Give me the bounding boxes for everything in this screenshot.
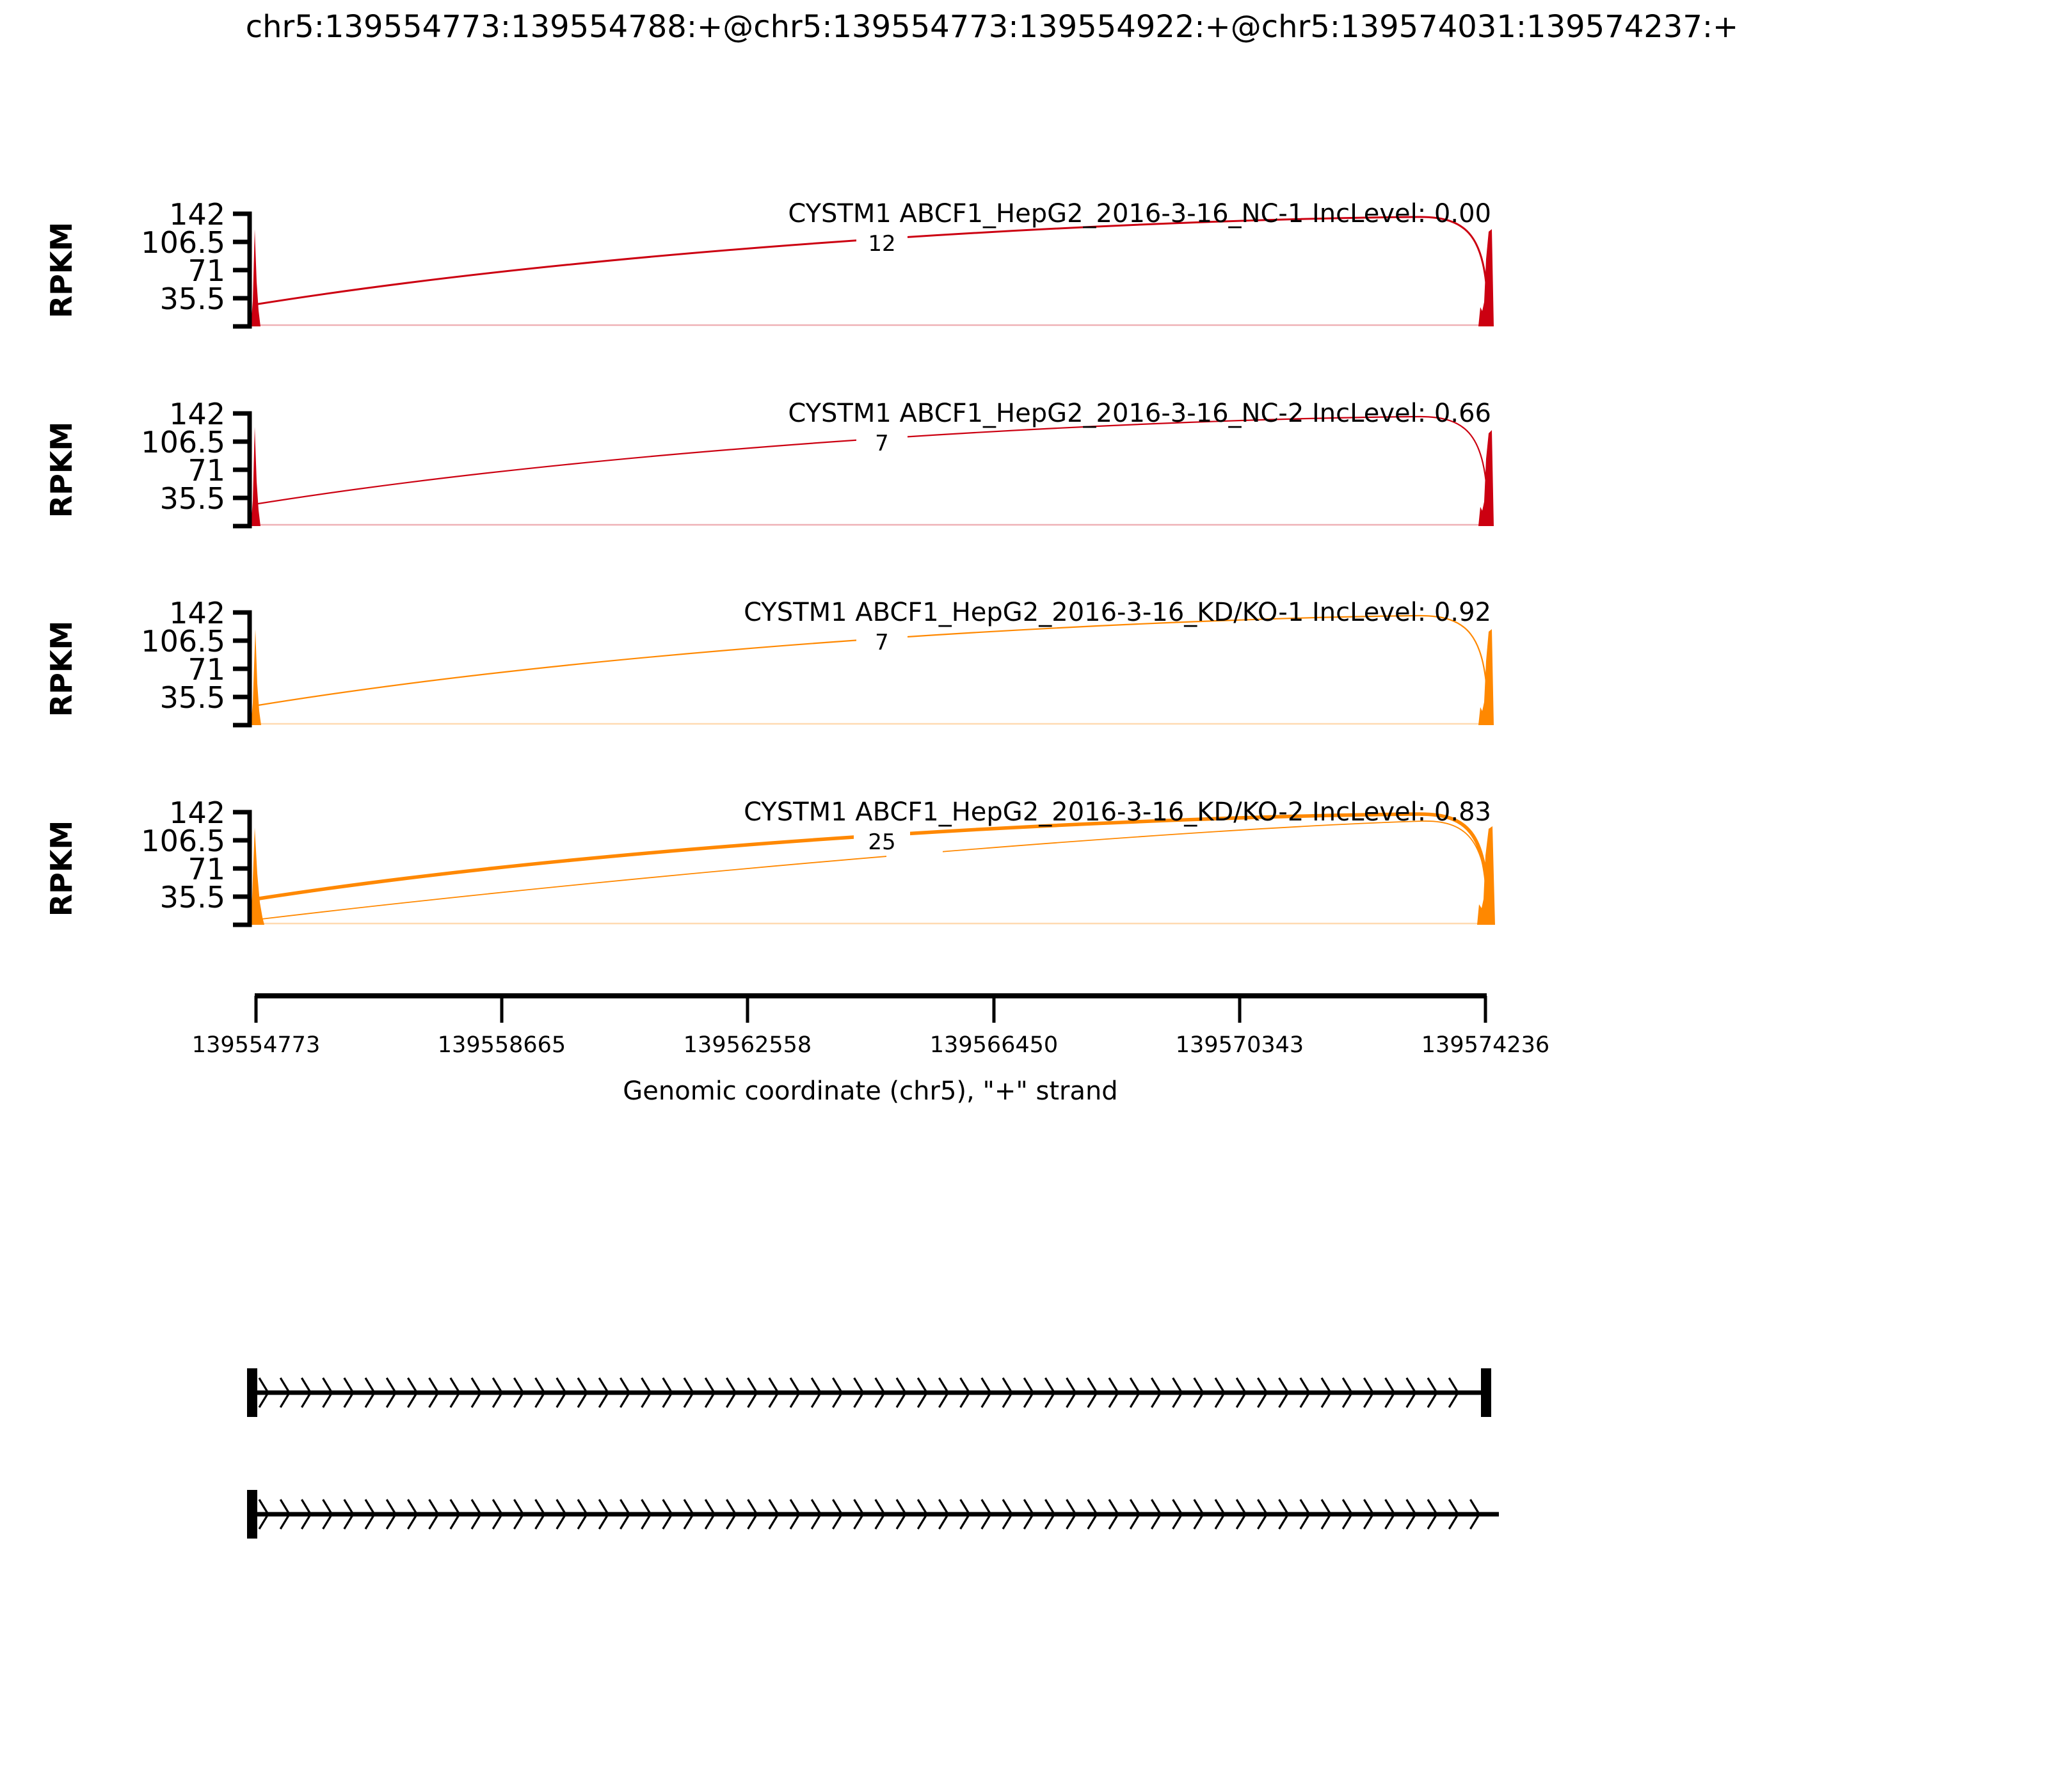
x-tick-0: 139554773 <box>191 1032 321 1058</box>
y-tick-142: 142 <box>169 796 225 830</box>
junction-read-count: 7 <box>875 431 889 456</box>
junction-read-count: 7 <box>875 630 889 655</box>
x-tick-1: 139558665 <box>437 1032 566 1058</box>
junction-read-count: 25 <box>868 829 896 855</box>
y-tick-35-5: 35.5 <box>159 481 225 516</box>
track-title: CYSTM1 ABCF1_HepG2_2016-3-16_NC-1 IncLevel: 0.00 <box>788 199 1491 228</box>
exon-box-left <box>247 1368 257 1417</box>
y-axis-label: RPKM <box>44 620 79 717</box>
x-tick-3: 139566450 <box>929 1032 1059 1058</box>
x-tick-5: 139574236 <box>1421 1032 1550 1058</box>
y-tick-35-5: 35.5 <box>159 680 225 715</box>
y-tick-106-5: 106.5 <box>141 225 225 260</box>
x-axis-label: Genomic coordinate (chr5), "+" strand <box>623 1076 1118 1106</box>
y-tick-35-5: 35.5 <box>159 282 225 316</box>
y-tick-142: 142 <box>169 197 225 232</box>
track-title: CYSTM1 ABCF1_HepG2_2016-3-16_KD/KO-2 IncLevel: 0.83 <box>744 797 1491 827</box>
exon-box-right <box>1481 1368 1491 1417</box>
y-tick-71: 71 <box>188 652 225 687</box>
x-tick-4: 139570343 <box>1175 1032 1304 1058</box>
y-axis-label: RPKM <box>44 421 79 518</box>
y-axis-label: RPKM <box>44 221 79 319</box>
y-tick-71: 71 <box>188 253 225 288</box>
track-title: CYSTM1 ABCF1_HepG2_2016-3-16_KD/KO-1 IncLevel: 0.92 <box>744 598 1491 627</box>
exon-box-left <box>247 1490 257 1539</box>
y-tick-71: 71 <box>188 453 225 488</box>
y-tick-106-5: 106.5 <box>141 824 225 858</box>
x-tick-2: 139562558 <box>683 1032 812 1058</box>
y-axis-label: RPKM <box>44 820 79 917</box>
y-tick-71: 71 <box>188 852 225 886</box>
y-tick-142: 142 <box>169 397 225 431</box>
y-tick-106-5: 106.5 <box>141 624 225 659</box>
track-title: CYSTM1 ABCF1_HepG2_2016-3-16_NC-2 IncLevel: 0.66 <box>788 399 1491 428</box>
y-tick-35-5: 35.5 <box>159 880 225 915</box>
figure-title: chr5:139554773:139554788:+@chr5:139554773:139554922:+@chr5:139574031:139574237:+ <box>245 9 1739 45</box>
y-tick-106-5: 106.5 <box>141 425 225 460</box>
y-tick-142: 142 <box>169 596 225 630</box>
junction-read-count: 12 <box>868 231 896 257</box>
